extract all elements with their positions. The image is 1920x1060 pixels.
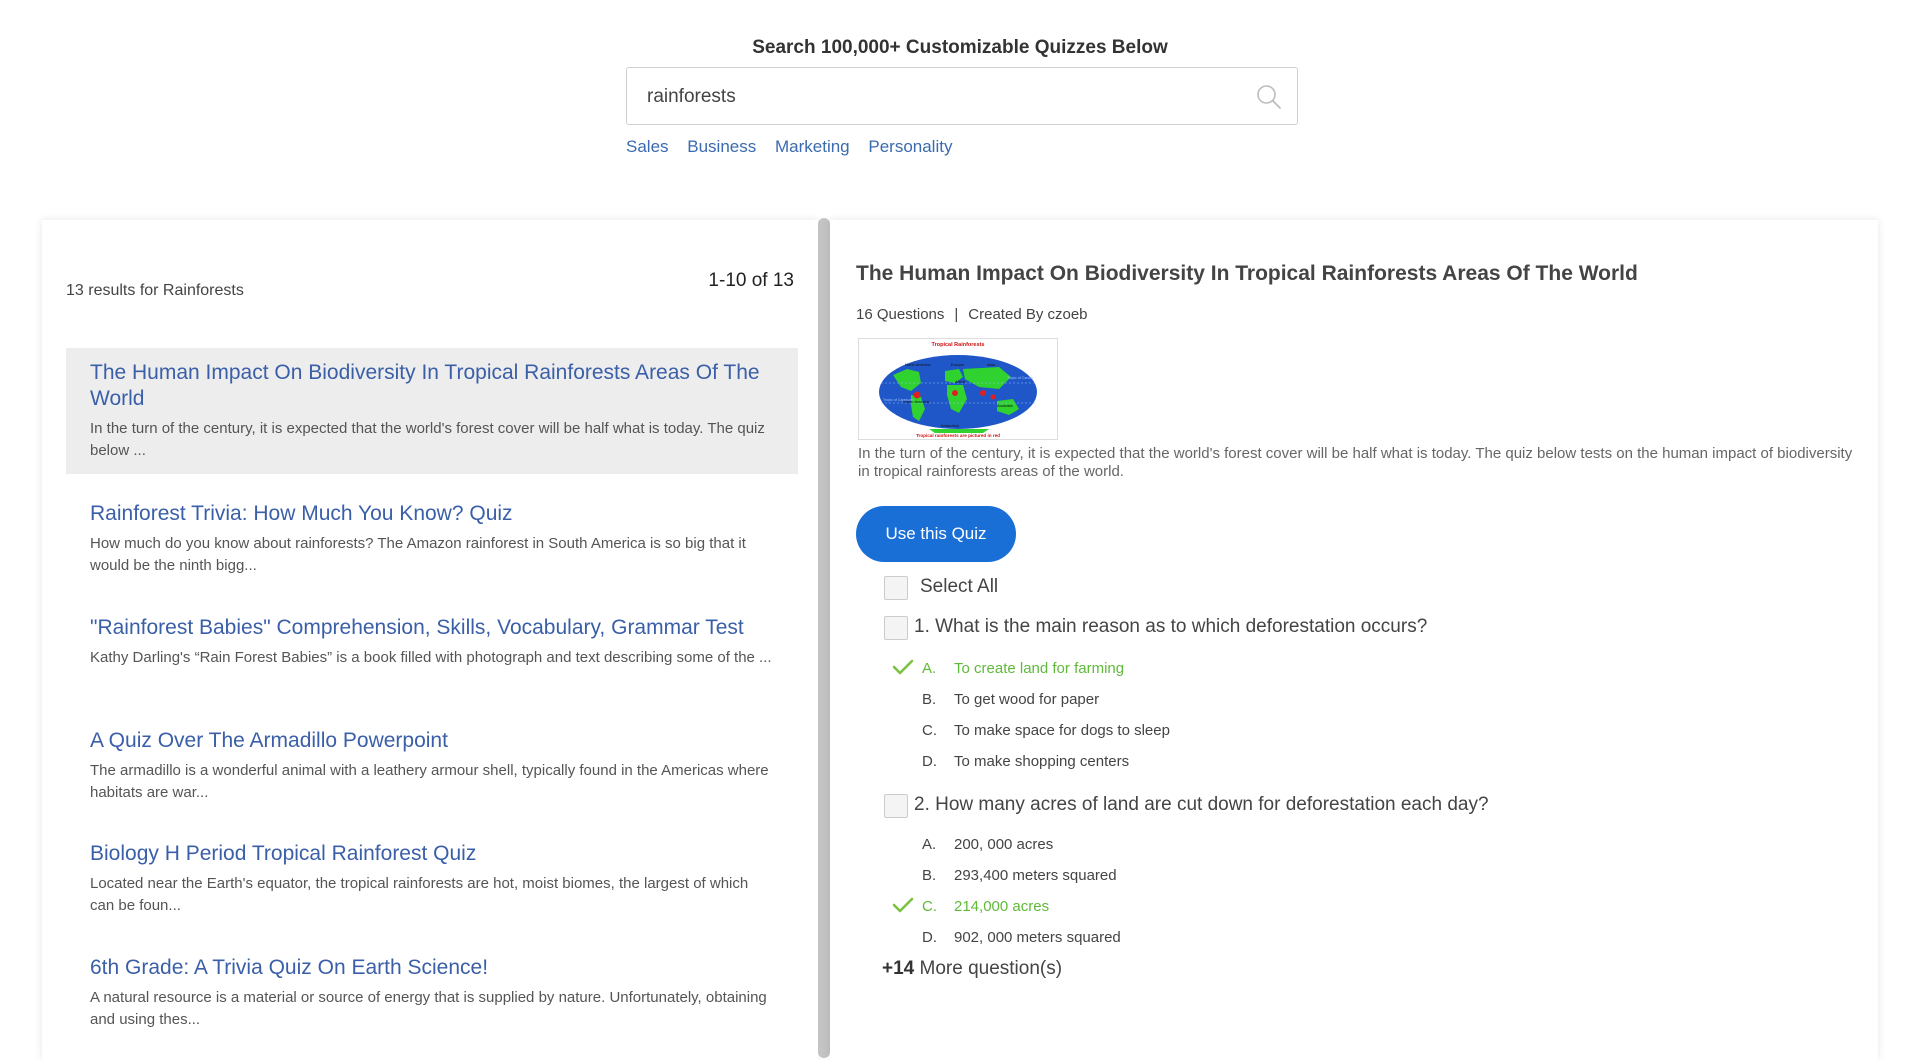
- category-link-personality[interactable]: Personality: [868, 137, 953, 156]
- map-label: Antarctica: [941, 423, 959, 428]
- select-all-label: Select All: [920, 576, 999, 597]
- search-heading: Search 100,000+ Customizable Quizzes Below: [752, 37, 1168, 58]
- results-scrollbar[interactable]: [818, 218, 830, 1058]
- option-text: To make space for dogs to sleep: [954, 722, 1170, 739]
- option-text: 200, 000 acres: [954, 836, 1054, 853]
- map-label: South America: [903, 399, 930, 404]
- results-count: 13 results for Rainforests: [66, 282, 244, 299]
- map-label: Europe: [951, 362, 964, 367]
- preview-title: The Human Impact On Biodiversity In Tropical Rainforests Areas Of The World: [856, 262, 1638, 285]
- result-title[interactable]: "Rainforest Babies" Comprehension, Skills, Vocabulary, Grammar Test: [90, 616, 744, 639]
- option-letter: D.: [922, 929, 937, 946]
- option-text: 214,000 acres: [954, 898, 1050, 915]
- meta-separator: |: [954, 306, 959, 323]
- answer-option: [922, 867, 1117, 884]
- option-letter: C.: [922, 722, 937, 739]
- map-label: Tropic of Capricorn: [883, 398, 914, 402]
- result-title[interactable]: 6th Grade: A Trivia Quiz On Earth Science!: [90, 956, 489, 979]
- option-letter: B.: [922, 691, 937, 708]
- option-text: To get wood for paper: [954, 691, 1100, 708]
- map-title: Tropical Rainforests: [931, 342, 985, 348]
- map-label: Asia: [987, 362, 995, 367]
- more-count: +14: [882, 958, 915, 979]
- answer-option: [922, 691, 1099, 708]
- option-letter: C.: [922, 898, 937, 915]
- option-text: 902, 000 meters squared: [954, 929, 1121, 946]
- quiz-thumbnail-map: [858, 338, 1058, 440]
- option-letter: A.: [922, 660, 937, 677]
- result-item[interactable]: [66, 489, 798, 589]
- option-letter: B.: [922, 867, 937, 884]
- select-all-checkbox[interactable]: [884, 576, 908, 600]
- result-description: How much do you know about rainforests? The Amazon rainforest in South America is so big that it would be the ninth bigg...: [90, 535, 746, 574]
- map-label: Tropic of Cancer: [1007, 376, 1034, 380]
- search-input[interactable]: [645, 68, 1249, 126]
- result-description: Kathy Darling's “Rain Forest Babies” is a book filled with photograph and text describing some of the ...: [90, 649, 772, 666]
- map-label: Africa: [955, 379, 966, 384]
- option-letter: D.: [922, 753, 937, 770]
- answer-option: [922, 929, 1121, 946]
- created-by: Created By czoeb: [968, 306, 1088, 323]
- answer-option: [922, 836, 1053, 853]
- preview-description: In the turn of the century, it is expected that the world's forest cover will be half what is today. The quiz below tests on the human impact of biodiversity in tropical rainforests areas of the world.: [858, 445, 1853, 480]
- more-text: More question(s): [919, 958, 1063, 979]
- result-item[interactable]: [66, 943, 798, 1043]
- category-link-business[interactable]: Business: [687, 137, 757, 156]
- correct-check-icon: [892, 896, 914, 914]
- result-item[interactable]: [66, 829, 798, 929]
- answer-option: [922, 898, 1049, 915]
- correct-check-icon: [892, 658, 914, 676]
- result-description: A natural resource is a material or source of energy that is supplied by nature. Unfortunately, obtaining and using thes...: [90, 989, 767, 1028]
- question-text: 2. How many acres of land are cut down for deforestation each day?: [914, 794, 1489, 815]
- search-box[interactable]: [626, 67, 1298, 125]
- result-title[interactable]: Biology H Period Tropical Rainforest Quiz: [90, 842, 477, 865]
- result-item[interactable]: [66, 348, 798, 474]
- more-questions-label: [882, 958, 1062, 980]
- search-section: [0, 0, 1920, 220]
- category-links: [626, 137, 966, 157]
- answer-option: [922, 722, 1170, 739]
- pagination-label: 1-10 of 13: [708, 270, 794, 291]
- map-label: North America: [905, 362, 931, 367]
- use-quiz-button[interactable]: Use this Quiz: [856, 506, 1016, 562]
- results-panel: [42, 220, 818, 1060]
- result-description: Located near the Earth's equator, the tropical rainforests are hot, moist biomes, the largest of which can be foun...: [90, 875, 749, 914]
- answer-option: [922, 660, 1124, 677]
- answer-option: [922, 753, 1129, 770]
- option-text: To make shopping centers: [954, 753, 1130, 770]
- category-link-sales[interactable]: Sales: [626, 137, 669, 156]
- question-text: 1. What is the main reason as to which deforestation occurs?: [914, 616, 1428, 637]
- result-description: The armadillo is a wonderful animal with a leathery armour shell, typically found in the Americas where habitats are war...: [90, 762, 769, 801]
- result-item[interactable]: [66, 603, 798, 681]
- result-title[interactable]: A Quiz Over The Armadillo Powerpoint: [90, 729, 448, 752]
- option-text: 293,400 meters squared: [954, 867, 1117, 884]
- option-text: To create land for farming: [954, 660, 1125, 677]
- question-count: 16 Questions: [856, 306, 945, 323]
- map-caption: Tropical rainforests are pictured in red: [916, 433, 1000, 438]
- preview-meta: [856, 306, 1088, 323]
- option-letter: A.: [922, 836, 937, 853]
- question-checkbox[interactable]: [884, 794, 908, 818]
- quiz-preview-panel: [830, 220, 1878, 1060]
- question-checkbox[interactable]: [884, 616, 908, 640]
- result-title[interactable]: Rainforest Trivia: How Much You Know? Quiz: [90, 502, 513, 525]
- category-link-marketing[interactable]: Marketing: [774, 137, 850, 156]
- search-icon[interactable]: [1255, 83, 1283, 111]
- result-item[interactable]: [66, 716, 798, 816]
- result-description: In the turn of the century, it is expected that the world's forest cover will be half what is today. The quiz below ...: [90, 420, 765, 459]
- map-label: Australia: [997, 403, 1013, 408]
- result-title[interactable]: The Human Impact On Biodiversity In Tropical Rainforests Areas Of The World: [90, 361, 760, 410]
